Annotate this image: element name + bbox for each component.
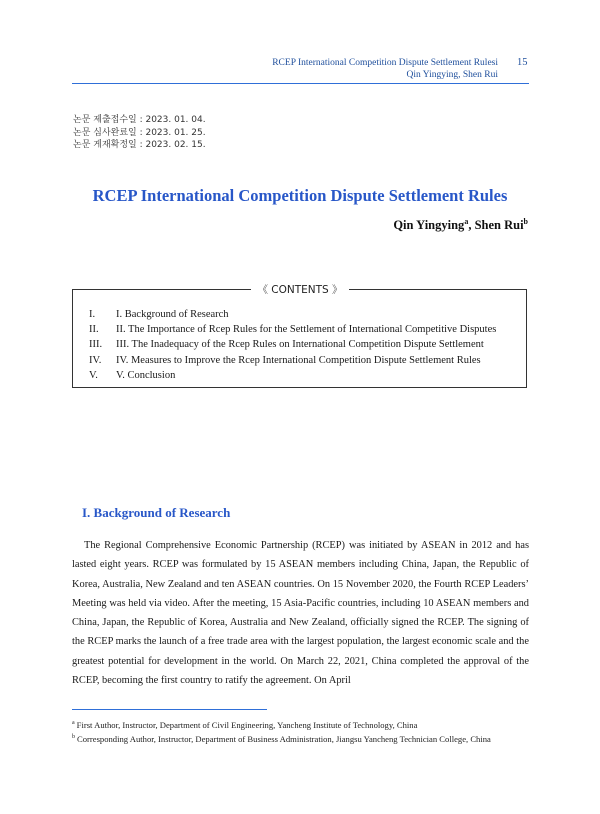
footnote-mark: b [72, 734, 75, 741]
date-accepted: 논문 게재확정일 : 2023. 02. 15. [73, 140, 206, 150]
contents-label: 《 CONTENTS 》 [0, 282, 600, 297]
toc-item-text: II. The Importance of Rcep Rules for the Settlement of International Competitive Disputes [116, 324, 497, 336]
toc-item[interactable] [89, 322, 496, 337]
toc-item[interactable] [89, 307, 496, 322]
table-of-contents [89, 307, 496, 383]
toc-item-number: I. [89, 309, 96, 320]
date-reviewed: 논문 심사완료일 : 2023. 01. 25. [73, 127, 206, 138]
footnote-rule [72, 709, 267, 710]
toc-item-number: IV. [89, 354, 102, 366]
running-header-authors: Qin Yingying, Shen Rui [406, 70, 498, 80]
footnote-text: Corresponding Author, Instructor, Department of Business Administration, Jiangsu Yancheng Technician College, China [77, 734, 491, 745]
page-number: 15 [517, 57, 528, 68]
footnote-text: First Author, Instructor, Department of Civil Engineering, Yancheng Institute of Technology, China [76, 719, 418, 730]
footnote-b [72, 731, 491, 745]
header-rule [72, 83, 529, 84]
section-heading: I. Background of Research [82, 505, 231, 520]
date-submitted: 논문 제출접수일 : 2023. 01. 04. [73, 115, 206, 125]
footnote-a [72, 717, 491, 731]
running-header [272, 57, 498, 81]
author-second: Shen Rui [474, 218, 524, 233]
author-line [393, 217, 528, 233]
body-paragraph: The Regional Comprehensive Economic Partnership (RCEP) was initiated by ASEAN in 2012 and has lasted eight years. RCEP was formulated by 15 ASEAN members including China, Japan, the Republic of Korea, Australia, New Zealand and ten ASEAN countries. On 15 November 2020, the Fourth RCEP Leaders’ Meeting was held via video. After the meeting, 15 Asia-Pacific countries, including 10 ASEAN members and China, Japan, the Republic of Korea, Australia and New Zealand, officially signed the RCEP. The signing of the RCEP marks the launch of a free trade area with the largest population, the largest economic scale and the greatest potential for development in the world. On March 22, 2021, China completed the approval of the RCEP, becoming the first country to ratify the agreement. On April [72, 540, 529, 687]
author-first-mark: a [464, 217, 469, 226]
toc-item-number: II. [89, 324, 99, 336]
body-text [72, 536, 529, 690]
toc-item-number: III. [89, 339, 103, 351]
paper-title: RCEP International Competition Dispute Settlement Rules [92, 186, 508, 205]
toc-item[interactable] [89, 353, 496, 368]
toc-item-text: III. The Inadequacy of the Rcep Rules on International Competition Dispute Settlement [116, 339, 484, 351]
footnote-mark: a [72, 720, 75, 726]
author-second-mark: b [523, 217, 528, 226]
toc-item-number: V. [89, 369, 98, 381]
author-first: Qin Yingying [393, 218, 465, 233]
toc-item[interactable] [89, 337, 496, 352]
toc-item-text: V. Conclusion [116, 369, 176, 381]
author-separator: , [468, 218, 475, 233]
submission-dates [73, 114, 206, 152]
running-header-title: RCEP International Competition Dispute Settlement Rulesi [272, 58, 498, 68]
toc-item-text: I. Background of Research [116, 309, 229, 320]
toc-item[interactable] [89, 368, 496, 383]
footnotes [72, 717, 491, 746]
toc-item-text: IV. Measures to Improve the Rcep International Competition Dispute Settlement Rules [116, 354, 481, 366]
